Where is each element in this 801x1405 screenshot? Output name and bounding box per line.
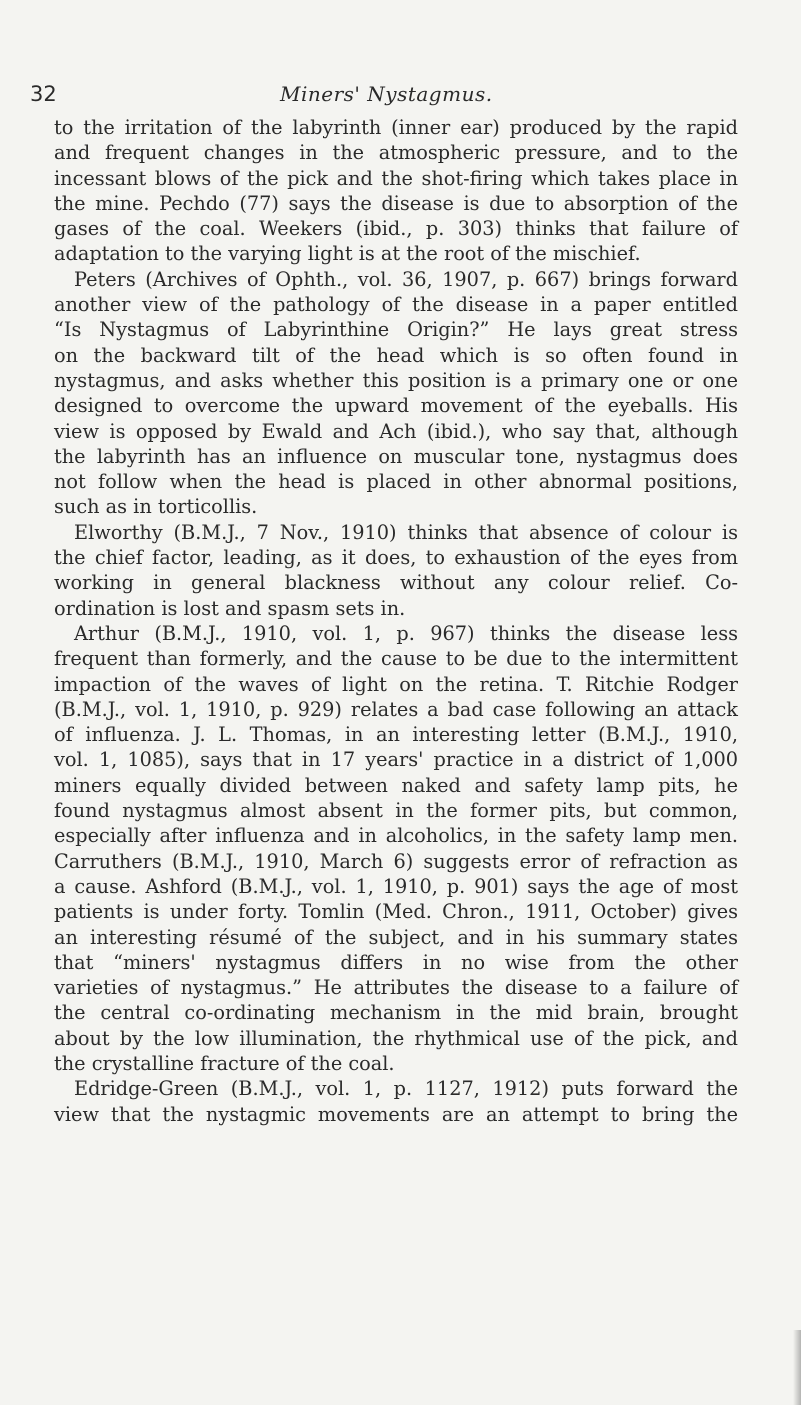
- text-line: Carruthers (B.M.J., 1910, March 6) suggests error of refraction as: [54, 849, 738, 873]
- text-line: gases of the coal. Weekers (ibid., p. 303) thinks that failure of: [54, 217, 738, 241]
- text-line: an interesting résumé of the subject, and in his summary states: [54, 925, 738, 949]
- text-line: Arthur (B.M.J., 1910, vol. 1, p. 967) thinks the disease less: [74, 621, 738, 645]
- text-line: ordination is lost and spasm sets in.: [54, 596, 406, 620]
- text-line: to the irritation of the labyrinth (inner ear) produced by the rapid: [54, 116, 738, 139]
- body-text: [54, 115, 738, 1127]
- text-line: view that the nystagmic movements are an attempt to bring the: [54, 1102, 738, 1126]
- text-line: patients is under forty. Tomlin (Med. Chron., 1911, October) gives: [54, 900, 738, 924]
- text-line: about by the low illumination, the rhythmical use of the pick, and: [54, 1026, 738, 1050]
- text-line: Edridge-Green (B.M.J., vol. 1, p. 1127, 1912) puts forward the: [74, 1077, 738, 1101]
- text-line: impaction of the waves of light on the retina. T. Ritchie Rodger: [54, 672, 738, 696]
- text-line: and frequent changes in the atmospheric pressure, and to the: [54, 141, 738, 165]
- text-line: that “miners' nystagmus differs in no wise from the other: [54, 950, 738, 974]
- text-line: (B.M.J., vol. 1, 1910, p. 929) relates a bad case following an attack: [54, 697, 738, 721]
- text-line: on the backward tilt of the head which is so often found in: [54, 343, 738, 367]
- text-line: nystagmus, and asks whether this position is a primary one or one: [54, 368, 738, 392]
- text-line: miners equally divided between naked and safety lamp pits, he: [54, 773, 738, 797]
- running-head: [30, 82, 730, 112]
- text-line: a cause. Ashford (B.M.J., vol. 1, 1910, p. 901) says the age of most: [54, 874, 738, 898]
- text-line: vol. 1, 1085), says that in 17 years' practice in a district of 1,000: [54, 748, 738, 772]
- text-line: especially after influenza and in alcoholics, in the safety lamp men.: [54, 824, 738, 848]
- running-title: Miners' Nystagmus.: [280, 82, 493, 106]
- text-line: the chief factor, leading, as it does, to exhaustion of the eyes from: [54, 546, 738, 570]
- page-number: 32: [30, 82, 57, 106]
- text-line: varieties of nystagmus.” He attributes the disease to a failure of: [54, 976, 738, 1000]
- text-line: not follow when the head is placed in other abnormal positions,: [54, 470, 738, 494]
- text-line: frequent than formerly, and the cause to be due to the intermittent: [54, 647, 738, 671]
- text-line: the labyrinth has an influence on muscular tone, nystagmus does: [54, 444, 738, 468]
- text-line: found nystagmus almost absent in the former pits, but common,: [54, 799, 738, 823]
- text-line: view is opposed by Ewald and Ach (ibid.), who say that, although: [54, 419, 738, 443]
- text-line: working in general blackness without any colour relief. Co-: [54, 571, 738, 595]
- text-line: the crystalline fracture of the coal.: [54, 1051, 395, 1075]
- text-line: the mine. Pechdo (77) says the disease is due to absorption of the: [54, 191, 738, 215]
- page-edge-shadow: [793, 1330, 801, 1405]
- text-line: adaptation to the varying light is at the root of the mischief.: [54, 242, 641, 266]
- text-line: Elworthy (B.M.J., 7 Nov., 1910) thinks that absence of colour is: [74, 520, 738, 544]
- text-line: “Is Nystagmus of Labyrinthine Origin?” He lays great stress: [54, 318, 738, 342]
- text-line: of influenza. J. L. Thomas, in an interesting letter (B.M.J., 1910,: [54, 723, 738, 747]
- text-line: Peters (Archives of Ophth., vol. 36, 1907, p. 667) brings forward: [74, 267, 738, 291]
- text-line: the central co-ordinating mechanism in the mid brain, brought: [54, 1001, 738, 1025]
- text-line: another view of the pathology of the disease in a paper entitled: [54, 293, 738, 317]
- text-line: incessant blows of the pick and the shot-firing which takes place in: [54, 166, 738, 190]
- text-line: designed to overcome the upward movement of the eyeballs. His: [54, 394, 738, 418]
- text-line: such as in torticollis.: [54, 495, 258, 519]
